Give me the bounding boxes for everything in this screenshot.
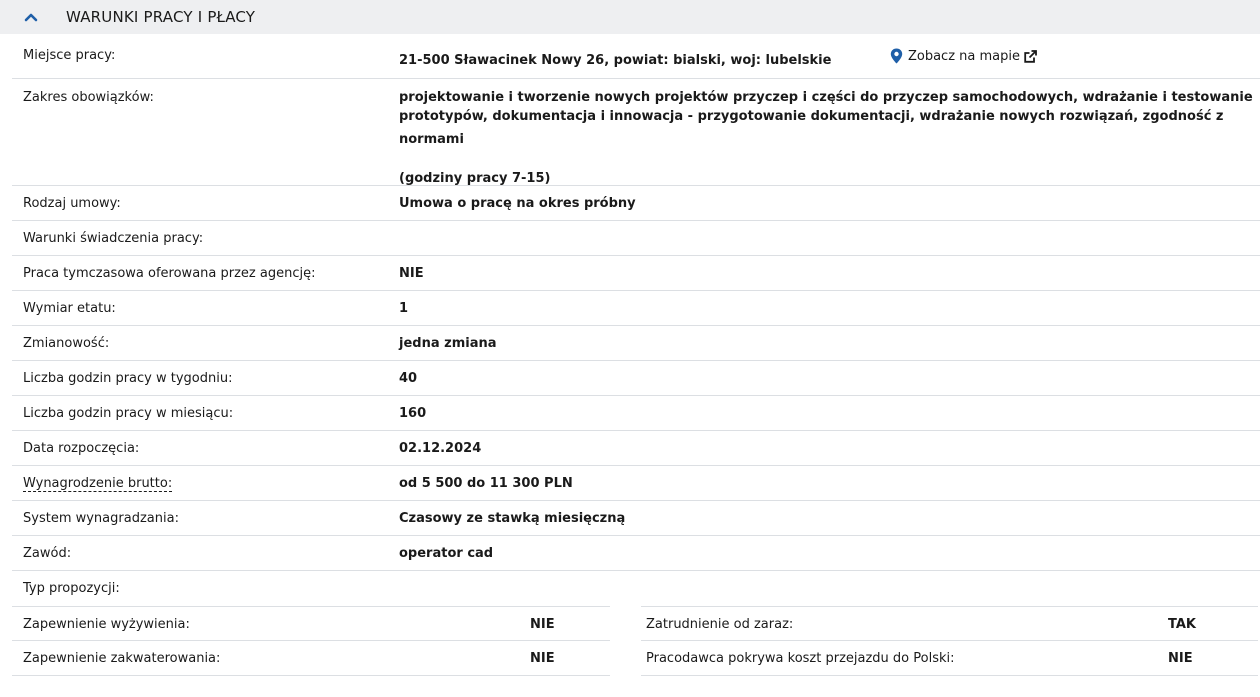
duties-line: projektowanie i tworzenie nowych projektów przyczep i części do przyczep samochodowych, wdrażanie i testowanie [399,90,1253,105]
row-label: Zapewnienie wyżywienia: [23,617,190,632]
row-label: Liczba godzin pracy w miesiącu: [23,406,234,421]
row-pay-system [12,501,1260,536]
row-travel-cost [641,641,1258,676]
row-label: Praca tymczasowa oferowana przez agencję: [23,266,316,281]
section-title: WARUNKI PRACY I PŁACY [66,8,256,26]
row-label: Liczba godzin pracy w tygodniu: [23,371,233,386]
row-fte [12,291,1260,326]
row-value: od 5 500 do 11 300 PLN [399,476,573,491]
details-table [12,34,1260,606]
row-location [12,34,1260,79]
row-value: 160 [399,406,427,421]
location-value: 21-500 Sławacinek Nowy 26, powiat: bialski, woj: lubelskie [399,53,832,68]
row-start-date [12,431,1260,466]
offer-type-details [12,606,1260,676]
row-value: 40 [399,371,418,386]
row-shifts [12,326,1260,361]
row-value: 02.12.2024 [399,441,482,456]
row-label: Miejsce pracy: [23,48,116,63]
row-label: Warunki świadczenia pracy: [23,231,204,246]
row-temp-agency [12,256,1260,291]
duties-line: prototypów, dokumentacja i innowacja - przygotowanie dokumentacji, wdrażanie nowych rozwiązań, zgodność z normami [399,109,1224,147]
row-occupation [12,536,1260,571]
row-offer-type [12,571,1260,606]
row-value [399,48,1260,68]
row-monthly-hours [12,396,1260,431]
row-label: Typ propozycji: [23,581,120,596]
row-label: Rodzaj umowy: [23,196,121,211]
row-accommodation [12,641,610,676]
row-duties [12,79,1260,186]
duties-hours: (godziny pracy 7-15) [399,171,551,186]
row-meals [12,606,610,641]
row-immediate-hire [641,606,1258,641]
row-value: NIE [530,617,555,632]
row-value: NIE [1168,651,1193,666]
row-salary [12,466,1260,501]
salary-tooltip-label[interactable]: Wynagrodzenie brutto: [23,476,173,491]
row-label: Wymiar etatu: [23,301,116,316]
external-link-icon [1024,50,1037,63]
row-label: System wynagradzania: [23,511,179,526]
map-pin-icon [890,48,903,64]
row-label: Data rozpoczęcia: [23,441,140,456]
row-value: NIE [399,266,424,281]
map-link-label: Zobacz na mapie [907,48,1020,64]
row-weekly-hours [12,361,1260,396]
row-value: NIE [530,651,555,666]
row-contract-type [12,186,1260,221]
row-value: TAK [1168,617,1196,632]
row-label: Zakres obowiązków: [23,90,154,105]
row-label: Zatrudnienie od zaraz: [646,617,794,632]
section-header[interactable] [0,0,1260,34]
row-value [399,90,1260,186]
row-label [12,476,399,491]
row-label: Zawód: [23,546,72,561]
chevron-up-icon[interactable] [22,8,40,26]
row-value: Umowa o pracę na okres próbny [399,196,636,211]
map-link[interactable] [890,48,1037,64]
offer-type-right-column [641,606,1258,676]
offer-type-left-column [12,606,610,676]
row-value: operator cad [399,546,494,561]
row-value: 1 [399,301,409,316]
row-work-conditions [12,221,1260,256]
row-label: Zmianowość: [23,336,110,351]
row-label: Pracodawca pokrywa koszt przejazdu do Polski: [646,651,955,666]
row-value: jedna zmiana [399,336,497,351]
row-label: Zapewnienie zakwaterowania: [23,651,221,666]
row-value: Czasowy ze stawką miesięczną [399,511,626,526]
